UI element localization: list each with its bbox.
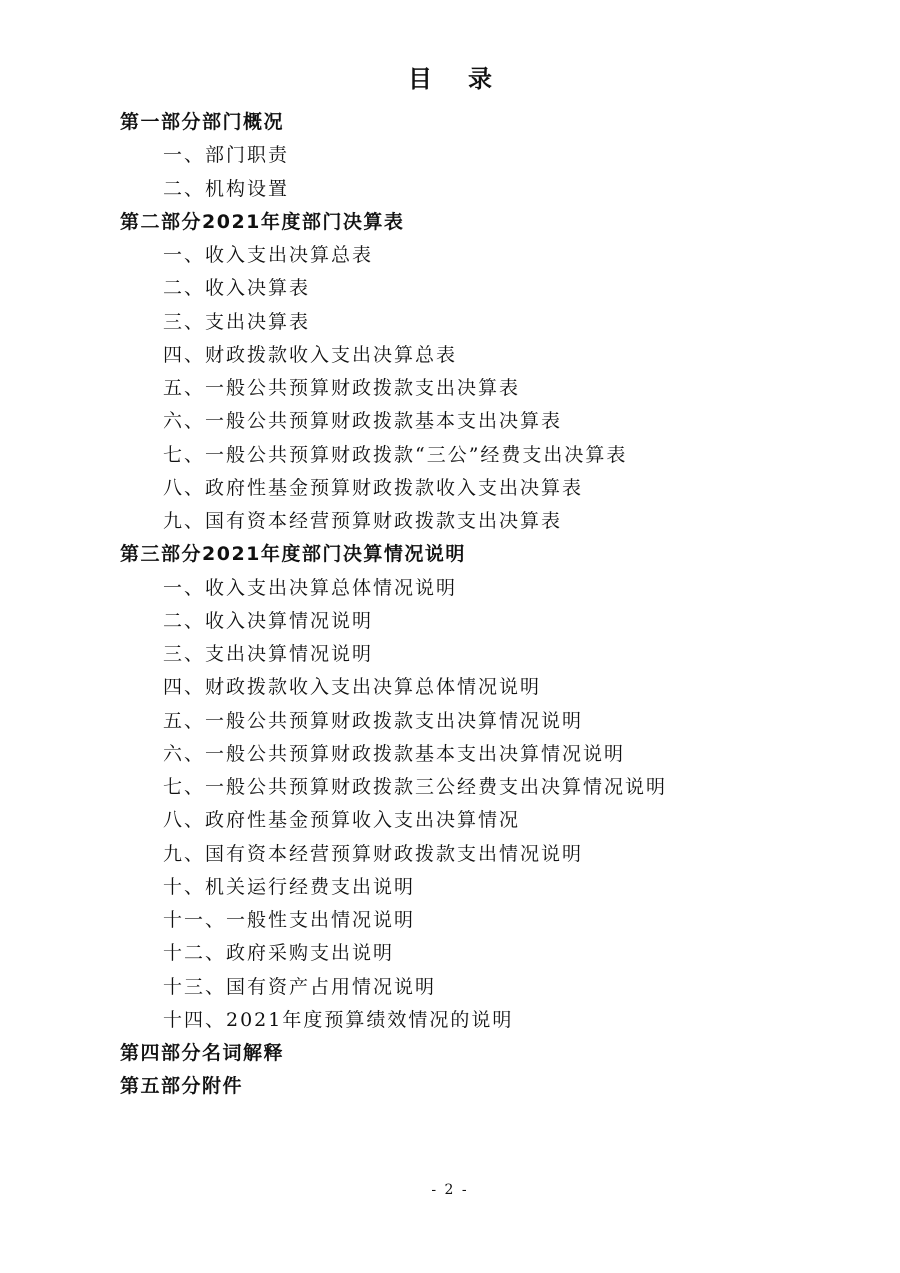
toc-item: 五、一般公共预算财政拨款支出决算情况说明 xyxy=(163,709,584,732)
page-title: 目 录 xyxy=(408,65,498,93)
toc-item: 三、支出决算表 xyxy=(163,310,311,333)
toc-item: 十一、一般性支出情况说明 xyxy=(163,909,416,931)
page-number: - 2 - xyxy=(431,1182,469,1198)
toc-item: 二、机构设置 xyxy=(163,177,290,200)
toc-item: 一、收入支出决算总体情况说明 xyxy=(163,576,458,599)
toc-item: 十三、国有资产占用情况说明 xyxy=(163,975,437,998)
toc-item: 四、财政拨款收入支出决算总体情况说明 xyxy=(163,676,542,699)
toc-item: 一、收入支出决算总表 xyxy=(163,244,374,266)
toc-item: 七、一般公共预算财政拨款三公经费支出决算情况说明 xyxy=(163,776,668,798)
toc-item: 六、一般公共预算财政拨款基本支出决算情况说明 xyxy=(163,742,626,765)
toc-item: 六、一般公共预算财政拨款基本支出决算表 xyxy=(163,410,563,433)
toc-item: 八、政府性基金预算收入支出决算情况 xyxy=(163,809,521,832)
toc-item: 十四、2021年度预算绩效情况的说明 xyxy=(163,1008,514,1031)
toc-item: 三、支出决算情况说明 xyxy=(163,643,374,665)
toc-heading: 第二部分2021年度部门决算表 xyxy=(120,210,405,233)
toc-item: 四、财政拨款收入支出决算总表 xyxy=(163,343,458,366)
toc-heading: 第一部分部门概况 xyxy=(120,111,285,133)
toc-heading: 第五部分附件 xyxy=(120,1075,244,1098)
toc-item: 二、收入决算情况说明 xyxy=(163,609,374,632)
toc-item: 十二、政府采购支出说明 xyxy=(163,942,395,965)
toc-item: 五、一般公共预算财政拨款支出决算表 xyxy=(163,377,521,399)
toc-item: 九、国有资本经营预算财政拨款支出情况说明 xyxy=(163,842,584,865)
toc-item: 一、部门职责 xyxy=(163,144,290,167)
toc-item: 八、政府性基金预算财政拨款收入支出决算表 xyxy=(163,476,584,499)
toc-heading: 第三部分2021年度部门决算情况说明 xyxy=(120,543,466,566)
toc-item: 七、一般公共预算财政拨款“三公”经费支出决算表 xyxy=(163,443,628,466)
table-of-contents xyxy=(0,106,900,1104)
toc-item: 二、收入决算表 xyxy=(163,277,311,300)
toc-item: 九、国有资本经营预算财政拨款支出决算表 xyxy=(163,510,563,532)
toc-heading: 第四部分名词解释 xyxy=(120,1042,285,1064)
toc-item: 十、机关运行经费支出说明 xyxy=(163,875,416,898)
